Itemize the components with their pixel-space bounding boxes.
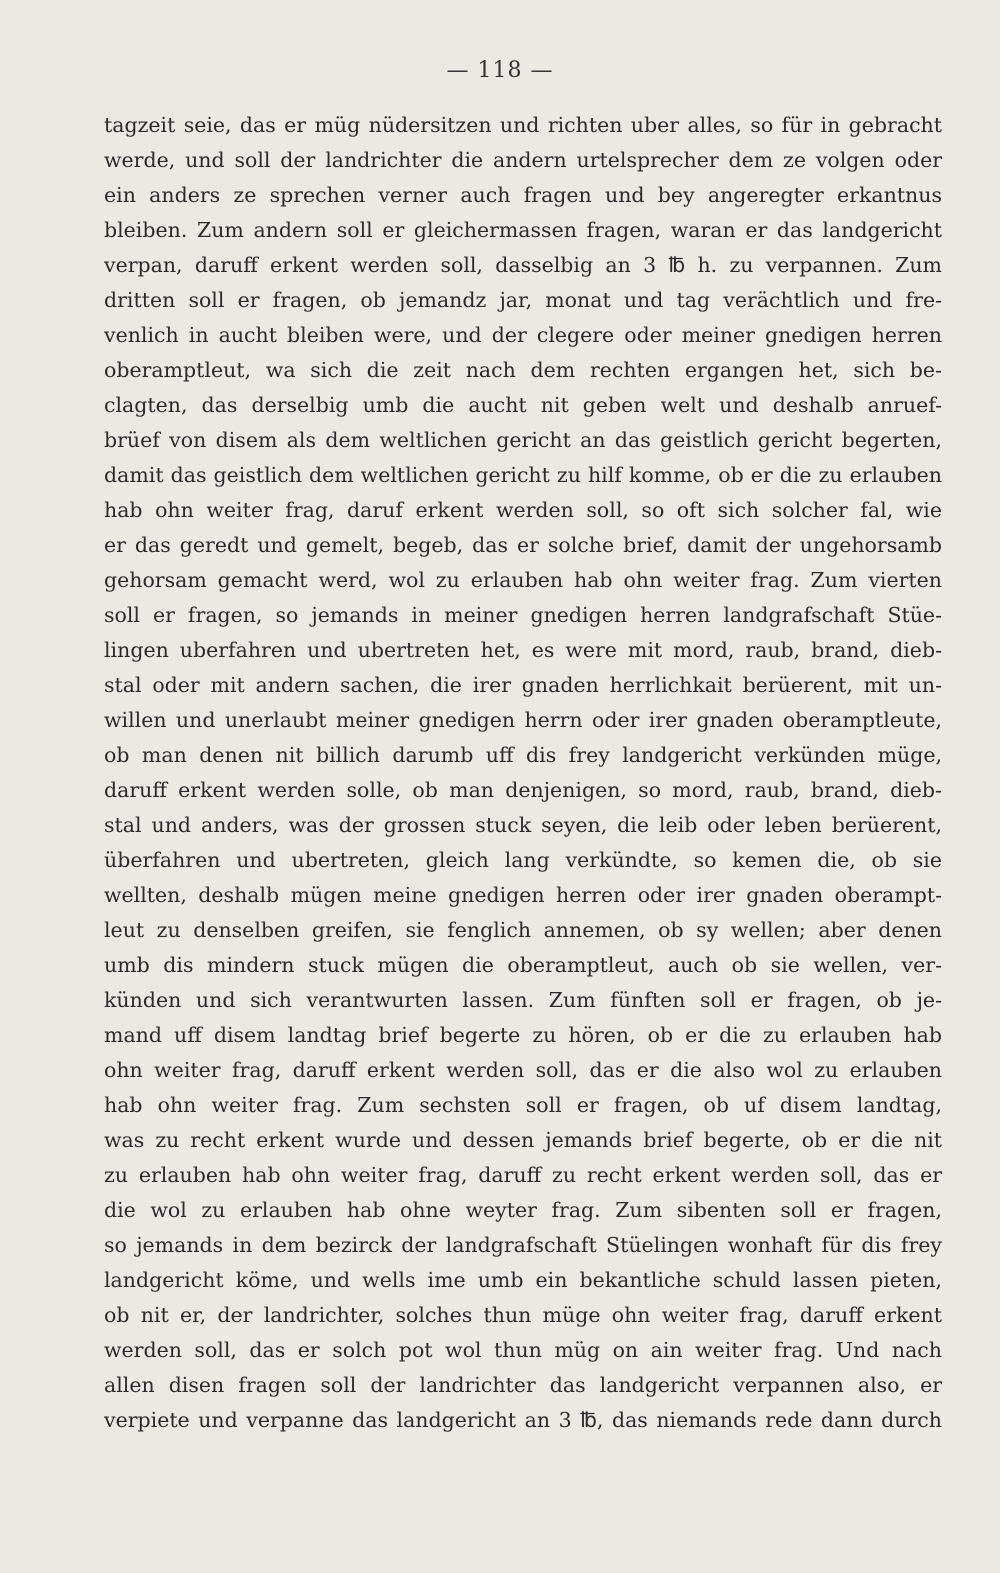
text-line: so jemands in dem bezirck der landgrafschaft Stüelingen wonhaft für dis frey (104, 1233, 942, 1257)
text-line: umb dis mindern stuck mügen die oberamptleut, auch ob sie wellen, ver- (104, 953, 942, 977)
text-line: was zu recht erkent wurde und dessen jemands brief begerte, ob er die nit (104, 1128, 942, 1152)
text-line: tagzeit seie, das er müg nüdersitzen und richten uber alles, so für in gebracht (104, 113, 942, 137)
text-line: leut zu denselben greifen, sie fenglich annemen, ob sy wellen; aber denen (104, 918, 942, 942)
text-line: ein anders ze sprechen verner auch fragen und bey angeregter erkantnus (104, 183, 942, 207)
page-number: — 118 — (446, 58, 554, 83)
text-line: verpiete und verpanne das landgericht an 3 ℔, das niemands rede dann durch (104, 1408, 942, 1432)
text-line: stal und anders, was der grossen stuck seyen, die leib oder leben berüerent, (104, 813, 942, 837)
text-line: soll er fragen, so jemands in meiner gnedigen herren landgrafschaft Stüe- (104, 603, 942, 627)
text-line: ob nit er, der landrichter, solches thun müge ohn weiter frag, daruff erkent (104, 1303, 942, 1327)
text-line: überfahren und ubertreten, gleich lang verkündte, so kemen die, ob sie (104, 848, 942, 872)
text-line: clagten, das derselbig umb die aucht nit geben welt und deshalb anruef- (104, 393, 942, 417)
text-line: damit das geistlich dem weltlichen gericht zu hilf komme, ob er die zu erlauben (104, 463, 942, 487)
text-line: die wol zu erlauben hab ohne weyter frag. Zum sibenten soll er fragen, (104, 1198, 942, 1222)
text-line: hab ohn weiter frag. Zum sechsten soll er fragen, ob uf disem landtag, (104, 1093, 942, 1117)
text-line: er das geredt und gemelt, begeb, das er solche brief, damit der ungehorsamb (104, 533, 942, 557)
text-line: allen disen fragen soll der landrichter das landgericht verpannen also, er (104, 1373, 942, 1397)
text-line: werden soll, das er solch pot wol thun müg on ain weiter frag. Und nach (104, 1338, 942, 1362)
text-line: mand uff disem landtag brief begerte zu hören, ob er die zu erlauben hab (104, 1023, 942, 1047)
text-line: künden und sich verantwurten lassen. Zum fünften soll er fragen, ob je- (104, 988, 942, 1012)
text-line: willen und unerlaubt meiner gnedigen herrn oder irer gnaden oberamptleute, (104, 708, 942, 732)
text-line: lingen uberfahren und ubertreten het, es were mit mord, raub, brand, dieb- (104, 638, 942, 662)
text-line: hab ohn weiter frag, daruf erkent werden soll, so oft sich solcher fal, wie (104, 498, 942, 522)
text-line: ob man denen nit billich darumb uff dis frey landgericht verkünden müge, (104, 743, 942, 767)
text-line: verpan, daruff erkent werden soll, dasselbig an 3 ℔ h. zu verpannen. Zum (104, 253, 942, 277)
text-line: wellten, deshalb mügen meine gnedigen herren oder irer gnaden oberampt- (104, 883, 942, 907)
text-line: landgericht köme, und wells ime umb ein bekantliche schuld lassen pieten, (104, 1268, 942, 1292)
text-line: gehorsam gemacht werd, wol zu erlauben hab ohn weiter frag. Zum vierten (104, 568, 942, 592)
text-line: ohn weiter frag, daruff erkent werden soll, das er die also wol zu erlauben (104, 1058, 942, 1082)
body-text (104, 108, 942, 1438)
text-line: werde, und soll der landrichter die andern urtelsprecher dem ze volgen oder (104, 148, 942, 172)
text-line: bleiben. Zum andern soll er gleichermassen fragen, waran er das landgericht (104, 218, 942, 242)
text-line: oberamptleut, wa sich die zeit nach dem rechten ergangen het, sich be- (104, 358, 942, 382)
text-line: stal oder mit andern sachen, die irer gnaden herrlichkait berüerent, mit un- (104, 673, 942, 697)
text-line: zu erlauben hab ohn weiter frag, daruff zu recht erkent werden soll, das er (104, 1163, 942, 1187)
text-line: dritten soll er fragen, ob jemandz jar, monat und tag verächtlich und fre- (104, 288, 942, 312)
text-line: brüef von disem als dem weltlichen gericht an das geistlich gericht begerten, (104, 428, 942, 452)
text-line: venlich in aucht bleiben were, und der clegere oder meiner gnedigen herren (104, 323, 942, 347)
text-line: daruff erkent werden solle, ob man denjenigen, so mord, raub, brand, dieb- (104, 778, 942, 802)
